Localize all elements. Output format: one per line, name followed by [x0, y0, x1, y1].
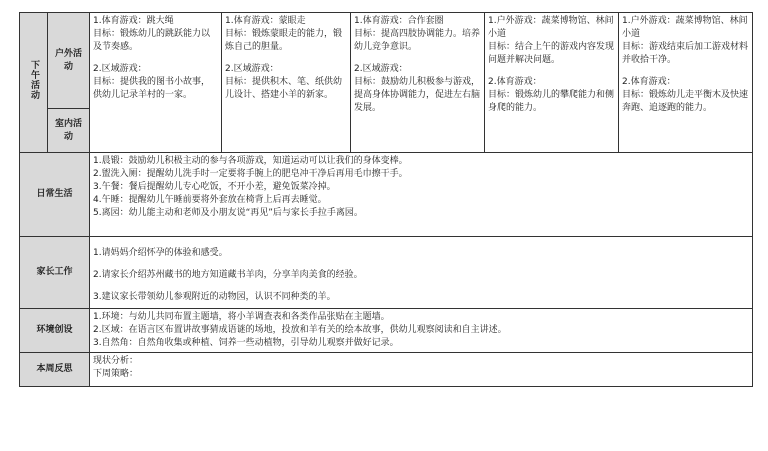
status-analysis-label: 现状分析： — [93, 356, 139, 366]
day1-line5: 目标：提供我的图书小故事，供幼儿记录羊村的一家。 — [93, 77, 211, 100]
environment-label: 环境创设 — [36, 325, 73, 335]
day3-line1: 1.体育游戏：合作套圈 — [354, 16, 444, 26]
day2-line2: 目标：锻炼蒙眼走的能力，锻炼自己的胆量。 — [225, 29, 343, 52]
outdoor-label: 户外活动 — [54, 48, 82, 72]
afternoon-label-cell — [20, 13, 48, 153]
reflection-content — [90, 353, 753, 387]
afternoon-day-5 — [619, 13, 753, 153]
daily-life-content — [90, 153, 753, 237]
day3-line5: 目标：鼓励幼儿积极参与游戏，提高身体协调能力，促进左右脑发展。 — [354, 77, 481, 113]
day1-line2: 目标：锻炼幼儿的跳跃能力以及节奏感。 — [93, 29, 211, 52]
day2-line5: 目标：提供积木、笔、纸供幼儿设计、搭建小羊的新家。 — [225, 77, 343, 100]
day5-line4: 2.体育游戏： — [622, 77, 676, 87]
day3-line2: 目标：提高四肢协调能力。培养幼儿竞争意识。 — [354, 29, 481, 52]
day2-line1: 1.体育游戏：蒙眼走 — [225, 16, 306, 26]
parents-line-2: 2.请家长介绍苏州藏书的地方知道藏书羊肉，分享羊肉美食的经验。 — [93, 270, 363, 280]
environment-line-1: 1.环境：与幼儿共同布置主题墙，将小羊调查表和各类作品张贴在主题墙。 — [93, 312, 390, 322]
afternoon-day-2 — [222, 13, 351, 153]
afternoon-label: 下午活动 — [29, 60, 39, 100]
environment-line-3: 3.自然角：自然角收集或种植、饲养一些动植物，引导幼儿观察并做好记录。 — [93, 338, 399, 348]
afternoon-day-4 — [485, 13, 619, 153]
environment-content — [90, 309, 753, 353]
day4-line1: 1.户外游戏：蔬菜博物馆、林间小道 — [488, 16, 614, 39]
outdoor-label-cell — [48, 13, 90, 109]
parents-line-3: 3.建议家长带领幼儿参观附近的动物园，认识不同种类的羊。 — [93, 292, 336, 302]
day5-line2: 目标：游戏结束后加工游戏材料并收拾干净。 — [622, 42, 749, 65]
day5-line1: 1.户外游戏：蔬菜博物馆、林间小道 — [622, 16, 748, 39]
day2-line4: 2.区域游戏： — [225, 64, 279, 74]
parents-content — [90, 237, 753, 309]
reflection-label: 本周反思 — [36, 364, 73, 374]
daily-life-line-5: 5.离园：幼儿能主动和老师及小朋友说“再见”后与家长手拉手离园。 — [93, 208, 363, 218]
afternoon-day-3 — [351, 13, 485, 153]
daily-life-line-2: 2.盥洗入厕：提醒幼儿洗手时一定要将手腕上的肥皂冲干净后再用毛巾擦干手。 — [93, 169, 408, 179]
environment-line-2: 2.区域：在语言区布置讲故事猜成语谜的场地，投放和羊有关的绘本故事，供幼儿观察阅读和自主讲述。 — [93, 325, 507, 335]
daily-life-line-1: 1.晨锻：鼓励幼儿积极主动的参与各项游戏，知道运动可以让我们的身体变棒。 — [93, 156, 408, 166]
day4-line2: 目标：结合上午的游戏内容发现问题并解决问题。 — [488, 42, 615, 65]
day1-line1: 1.体育游戏：跳大绳 — [93, 16, 174, 26]
weekly-plan-table — [19, 12, 753, 387]
indoor-label: 室内活动 — [54, 118, 82, 142]
reflection-label-cell — [20, 353, 90, 387]
daily-life-line-3: 3.午餐：餐后提醒幼儿专心吃饭，不开小差，避免饭菜冷掉。 — [93, 182, 336, 192]
indoor-label-cell — [48, 109, 90, 153]
parents-label-cell — [20, 237, 90, 309]
daily-life-label-cell — [20, 153, 90, 237]
day4-line4: 2.体育游戏： — [488, 77, 542, 87]
daily-life-line-4: 4.午睡：提醒幼儿午睡前要将外套放在椅背上后再去睡觉。 — [93, 195, 327, 205]
day4-line5: 目标：锻炼幼儿的攀爬能力和侧身爬的能力。 — [488, 90, 615, 113]
day5-line5: 目标：锻炼幼儿走平衡木及快速奔跑、追逐跑的能力。 — [622, 90, 749, 113]
environment-label-cell — [20, 309, 90, 353]
day1-line4: 2.区域游戏： — [93, 64, 147, 74]
afternoon-day-1 — [90, 13, 222, 153]
parents-label: 家长工作 — [36, 267, 73, 277]
parents-line-1: 1.请妈妈介绍怀孕的体验和感受。 — [93, 248, 228, 258]
daily-life-label: 日常生活 — [36, 189, 73, 199]
next-week-strategy-label: 下周策略： — [93, 369, 139, 379]
day3-line4: 2.区域游戏： — [354, 64, 408, 74]
